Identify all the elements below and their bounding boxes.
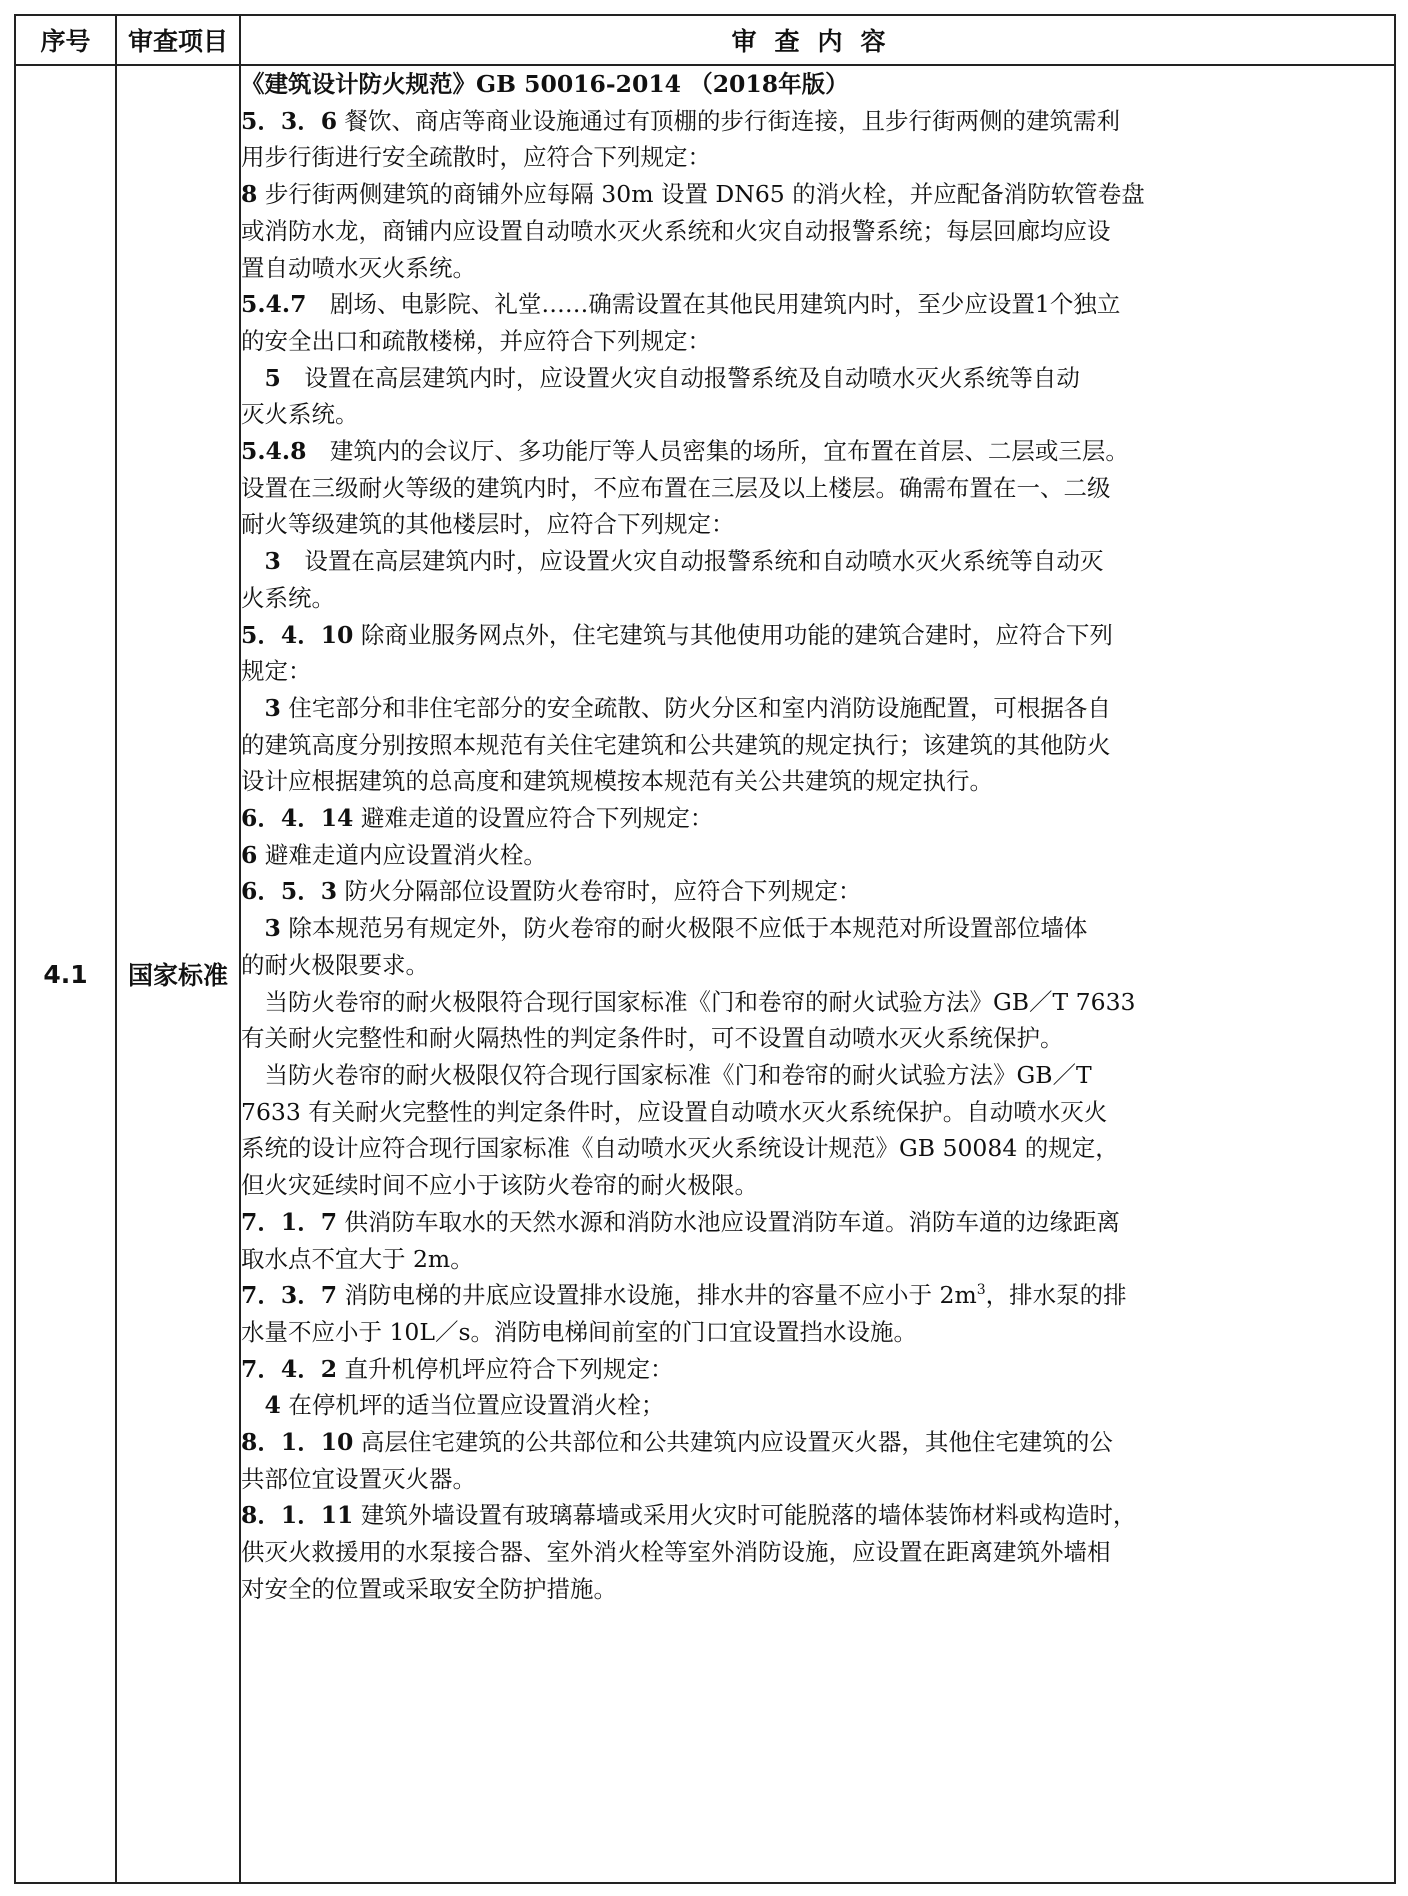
row-number: 4.1: [15, 65, 116, 1883]
review-table: [14, 14, 1396, 1884]
header-row: [15, 15, 1395, 65]
clause-text: 水量不应小于 10L／s。消防电梯间前室的门口宜设置挡水设施。: [241, 1317, 918, 1346]
clause-number: 6．4．14: [241, 804, 354, 833]
content-line: [241, 617, 1394, 654]
content-line: [241, 1314, 1394, 1351]
content-line: [241, 1277, 1394, 1314]
clause-text: 的建筑高度分别按照本规范有关住宅建筑和公共建筑的规定执行；该建筑的其他防火: [241, 730, 1111, 759]
content-line: [241, 1130, 1394, 1167]
superscript: 3: [976, 1282, 986, 1299]
clause-text: 耐火等级建筑的其他楼层时，应符合下列规定：: [241, 510, 735, 539]
content-line: [241, 1167, 1394, 1204]
table-row: [15, 65, 1395, 1883]
clause-text: 但火灾延续时间不应小于该防火卷帘的耐火极限。: [241, 1171, 758, 1200]
content-line: [241, 176, 1394, 213]
clause-text: 步行街两侧建筑的商铺外应每隔 30m 设置 DN65 的消火栓，并应配备消防软管卷盘: [257, 180, 1145, 209]
clause-number: 7．1．7: [241, 1207, 338, 1236]
content-line: [241, 323, 1394, 360]
clause-text: 有关耐火完整性和耐火隔热性的判定条件时，可不设置自动喷水灭火系统保护。: [241, 1024, 1064, 1053]
clause-number: 7．3．7: [241, 1281, 338, 1310]
clause-text: 高层住宅建筑的公共部位和公共建筑内应设置灭火器，其他住宅建筑的公: [353, 1428, 1113, 1457]
content-line: [241, 1534, 1394, 1571]
clause-text: 共部位宜设置灭火器。: [241, 1464, 476, 1493]
content-lines: [241, 66, 1394, 1608]
clause-number: 5.4.8: [241, 437, 307, 466]
clause-number: 5: [241, 363, 281, 392]
clause-text: 规定：: [241, 657, 312, 686]
clause-text: 设置在高层建筑内时，应设置火灾自动报警系统和自动喷水灭火系统等自动灭: [280, 547, 1104, 576]
clause-text: 防火分隔部位设置防火卷帘时，应符合下列规定：: [337, 877, 862, 906]
clause-text: 当防火卷帘的耐火极限符合现行国家标准《门和卷帘的耐火试验方法》GB／T 7633: [241, 987, 1136, 1016]
clause-text: 避难走道内应设置消火栓。: [257, 840, 547, 869]
content-line: [241, 506, 1394, 543]
content-line: [241, 470, 1394, 507]
content-line: [241, 1571, 1394, 1608]
clause-text: 设计应根据建筑的总高度和建筑规模按本规范有关公共建筑的规定执行。: [241, 767, 993, 796]
clause-text: 火系统。: [241, 583, 335, 612]
clause-text: 供消防车取水的天然水源和消防水池应设置消防车道。消防车道的边缘距离: [337, 1207, 1121, 1236]
clause-text: 住宅部分和非住宅部分的安全疏散、防火分区和室内消防设施配置，可根据各自: [280, 693, 1111, 722]
clause-number: 6．5．3: [241, 877, 338, 906]
content-line: [241, 727, 1394, 764]
content-line: [241, 543, 1394, 580]
clause-text: 餐饮、商店等商业设施通过有顶棚的步行街连接，且步行街两侧的建筑需利: [337, 106, 1121, 135]
content-line: [241, 1057, 1394, 1094]
content-line: [241, 837, 1394, 874]
clause-number: 5．4．10: [241, 620, 354, 649]
clause-number: 《建筑设计防火规范》GB 50016-2014 （2018年版）: [241, 70, 849, 98]
clause-number: 5．3．6: [241, 106, 338, 135]
content-line: [241, 910, 1394, 947]
content-line: [241, 139, 1394, 176]
content-line: [241, 580, 1394, 617]
clause-text: 建筑内的会议厅、多功能厅等人员密集的场所，宜布置在首层、二层或三层。: [306, 437, 1129, 466]
clause-text: 供灭火救援用的水泵接合器、室外消火栓等室外消防设施，应设置在距离建筑外墙相: [241, 1538, 1111, 1567]
header-number: 序号: [15, 15, 116, 65]
clause-text: 设置在高层建筑内时，应设置火灾自动报警系统及自动喷水灭火系统等自动: [280, 363, 1080, 392]
clause-number: 5.4.7: [241, 290, 307, 319]
clause-number: 8．1．11: [241, 1501, 354, 1530]
content-line: [241, 1351, 1394, 1388]
clause-text: 直升机停机坪应符合下列规定：: [337, 1354, 674, 1383]
clause-text-after: ，排水泵的排: [985, 1281, 1127, 1310]
content-line: [241, 66, 1394, 103]
clause-text: 的安全出口和疏散楼梯，并应符合下列规定：: [241, 326, 711, 355]
row-item: 国家标准: [116, 65, 240, 1883]
clause-text: 剧场、电影院、礼堂……确需设置在其他民用建筑内时，至少应设置1个独立: [306, 290, 1121, 319]
content-line: [241, 1461, 1394, 1498]
clause-number: 7．4．2: [241, 1354, 338, 1383]
clause-number: 4: [241, 1391, 281, 1420]
content-line: [241, 360, 1394, 397]
content-line: [241, 213, 1394, 250]
clause-text: 在停机坪的适当位置应设置消火栓；: [280, 1391, 665, 1420]
clause-text: 避难走道的设置应符合下列规定：: [353, 804, 714, 833]
content-line: [241, 103, 1394, 140]
content-line: [241, 800, 1394, 837]
content-line: [241, 873, 1394, 910]
header-content: 审查内容: [240, 15, 1395, 65]
content-line: [241, 690, 1394, 727]
clause-text: 灭火系统。: [241, 400, 359, 429]
clause-number: 3: [241, 693, 281, 722]
clause-number: 3: [241, 914, 281, 943]
content-line: [241, 1424, 1394, 1461]
clause-text: 建筑外墙设置有玻璃幕墙或采用火灾时可能脱落的墙体装饰材料或构造时，: [353, 1501, 1137, 1530]
header-item: 审查项目: [116, 15, 240, 65]
clause-number: 8．1．10: [241, 1428, 354, 1457]
clause-text: 当防火卷帘的耐火极限仅符合现行国家标准《门和卷帘的耐火试验方法》GB／T: [241, 1060, 1092, 1089]
content-line: [241, 433, 1394, 470]
content-line: [241, 1241, 1394, 1278]
content-line: [241, 1387, 1394, 1424]
content-line: [241, 286, 1394, 323]
content-line: [241, 947, 1394, 984]
clause-text: 系统的设计应符合现行国家标准《自动喷水灭火系统设计规范》GB 50084 的规定，: [241, 1134, 1119, 1163]
content-line: [241, 1497, 1394, 1534]
clause-text: 除商业服务网点外，住宅建筑与其他使用功能的建筑合建时，应符合下列: [353, 620, 1113, 649]
row-content: [240, 65, 1395, 1883]
clause-text: 7633 有关耐火完整性的判定条件时，应设置自动喷水灭火系统保护。自动喷水灭火: [241, 1097, 1108, 1126]
content-line: [241, 1204, 1394, 1241]
clause-text: 消防电梯的井底应设置排水设施，排水井的容量不应小于 2m: [337, 1281, 977, 1310]
content-line: [241, 250, 1394, 287]
clause-number: 8: [241, 180, 258, 209]
clause-text: 取水点不宜大于 2m。: [241, 1244, 474, 1273]
content-line: [241, 653, 1394, 690]
clause-text: 或消防水龙，商铺内应设置自动喷水灭火系统和火灾自动报警系统；每层回廊均应设: [241, 216, 1111, 245]
clause-text: 对安全的位置或采取安全防护措施。: [241, 1574, 617, 1603]
clause-text: 的耐火极限要求。: [241, 950, 429, 979]
content-line: [241, 984, 1394, 1021]
clause-text: 除本规范另有规定外，防火卷帘的耐火极限不应低于本规范对所设置部位墙体: [280, 914, 1088, 943]
content-line: [241, 763, 1394, 800]
clause-text: 置自动喷水灭火系统。: [241, 253, 476, 282]
content-line: [241, 396, 1394, 433]
clause-number: 3: [241, 547, 281, 576]
clause-text: 用步行街进行安全疏散时，应符合下列规定：: [241, 143, 711, 172]
clause-text: 设置在三级耐火等级的建筑内时，不应布置在三层及以上楼层。确需布置在一、二级: [241, 473, 1111, 502]
content-line: [241, 1020, 1394, 1057]
clause-number: 6: [241, 840, 258, 869]
content-line: [241, 1094, 1394, 1131]
